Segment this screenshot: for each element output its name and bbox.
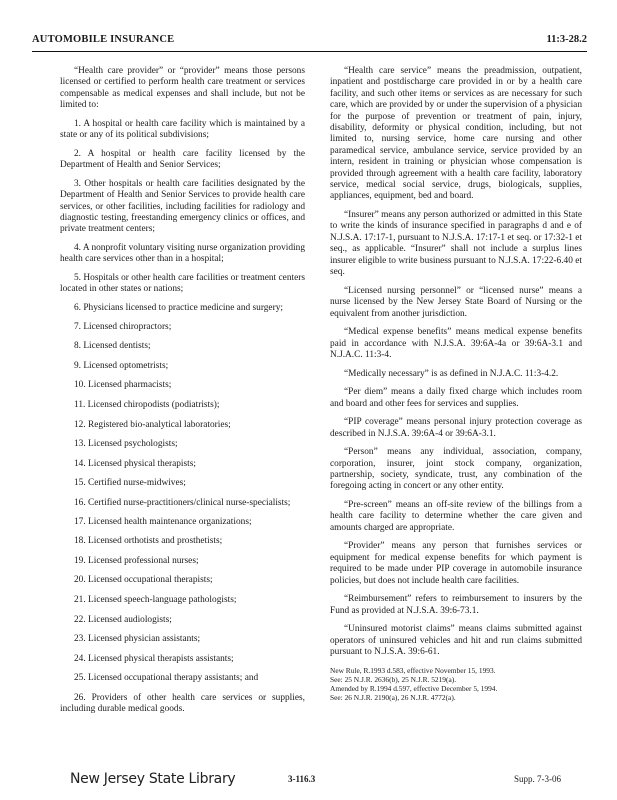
list-item: 9. Licensed optometrists; [74,360,169,371]
list-item: 16. Certified nurse-practitioners/clinical nurse-specialists; [74,497,291,508]
library-stamp: New Jersey State Library [70,771,236,787]
list-item: 4. A nonprofit voluntary visiting nurse organization providing health care services other than in a hospital; [60,243,305,265]
page-footer [0,773,617,793]
list-item: 26. Providers of other health care services or supplies, including durable medical goods. [60,692,305,715]
list-item: 23. Licensed physician assistants; [74,634,201,645]
list-item: 1. A hospital or health care facility which is maintained by a state or any of its political subdivisions; [60,118,305,141]
right-column [330,66,582,702]
rule-history-notes [330,666,582,703]
provider-definition: “Health care provider” or “provider” means those persons licensed or certified to perform health care treatment or services compensable as medical expenses and shall include, but not be limited to: [60,66,305,111]
list-item: 11. Licensed chiropodists (podiatrists); [74,400,220,410]
list-item: 3. Other hospitals or health care facilities designated by the Department of Health and Senior Services to provide health care services, or other facilities, including facilities for radiology and diagnostic testing, freestanding emergency clinics or offices, and private treatment centers; [60,178,305,235]
definition-paragraph: “Health care service” means the preadmission, outpatient, inpatient and postdischarge care provided in or by a health care facility, and such other items or services as are necessary for such care, which are provided by or under the supervision of a physician for the purpose of prevention or treatment of pain, injury, disability, deformity or physical condition, including, but not limited to, nursing service, home care nursing and other paramedical service, ambulance service, service provided by an intern, resident in training or physician whose compensation is provided through agreement with a health care facility, laboratory service, medical social service, drugs, biologicals, supplies, appliances, equipment, bed and board. [330,66,582,202]
header-title: AUTOMOBILE INSURANCE [32,34,175,45]
list-item: 10. Licensed pharmacists; [74,380,172,391]
list-item: 15. Certified nurse-midwives; [74,478,186,489]
header-section-number: 11:3-28.2 [546,34,587,45]
list-item: 22. Licensed audiologists; [74,614,172,625]
left-column [60,66,305,723]
history-line: New Rule, R.1993 d.583, effective November 15, 1993. [330,665,496,675]
list-item: 20. Licensed occupational therapists; [74,575,213,586]
definition-paragraph: “Pre-screen” means an off-site review of the billings from a health care facility to determine whether the care given and amounts charged are appropriate. [330,499,582,533]
list-item: 18. Licensed orthotists and prosthetists; [74,536,223,547]
history-line: See: 25 N.J.R. 2636(b), 25 N.J.R. 5219(a). [330,674,457,684]
definition-paragraph: “Provider” means any person that furnishes services or equipment for medical expense benefits for which payment is required to be made under PIP coverage in automobile insurance policies, but does not include health care facilities. [330,541,582,586]
list-item: 14. Licensed physical therapists; [74,458,196,469]
list-item: 21. Licensed speech-language pathologists; [74,594,237,605]
list-item: 7. Licensed chiropractors; [74,321,172,332]
list-item: 17. Licensed health maintenance organizations; [74,516,252,527]
list-item: 12. Registered bio-analytical laboratories; [74,419,231,430]
list-item: 6. Physicians licensed to practice medicine and surgery; [74,303,283,314]
list-item: 2. A hospital or health care facility licensed by the Department of Health and Senior Services; [60,148,305,171]
header-rule [32,51,587,52]
definition-paragraph: “Person” means any individual, association, company, corporation, insurer, joint stock company, organization, partnership, society, syndicate, trust, any combination of the foregoing acting in concert or any other entity. [330,447,582,492]
supplement-date: Supp. 7-3-06 [514,774,561,784]
definition-paragraph: “Licensed nursing personnel” or “licensed nurse” means a nurse licensed by the New Jersey State Board of Nursing or the equivalent from another jurisdiction. [330,285,582,319]
definition-paragraph: “Insurer” means any person authorized or admitted in this State to write the kinds of insurance specified in paragraphs d and e of N.J.S.A. 17:17-1, pursuant to N.J.S.A. 17:17-1 et seq. or 17:32-1 et seq., as applicable. “Insurer” shall not include a surplus lines insurer eligible to write business pursuant to N.J.S.A. 17:22-6.40 et seq. [330,210,582,278]
list-item: 24. Licensed physical therapists assistants; [74,653,234,664]
definition-paragraph: “Reimbursement” refers to reimbursement to insurers by the Fund as provided at N.J.S.A. 39:6-73.1. [330,594,582,616]
list-item: 5. Hospitals or other health care facilities or treatment centers located in other states or nations; [60,273,305,295]
page-number: 3-116.3 [288,774,316,784]
history-line: See: 26 N.J.R. 2190(a), 26 N.J.R. 4772(a). [330,693,456,703]
running-header [32,30,587,48]
list-item: 25. Licensed occupational therapy assistants; and [74,673,259,684]
definition-paragraph: “Uninsured motorist claims” means claims submitted against operators of uninsured vehicles and hit and run claims submitted pursuant to N.J.S.A. 39:6-61. [330,624,582,657]
definition-paragraph: “Medical expense benefits” means medical expense benefits paid in accordance with N.J.S.A. 39:6A-4a or 39:6A-3.1 and N.J.A.C. 11:3-4. [330,327,582,360]
list-item: 8. Licensed dentists; [74,341,151,352]
definition-paragraph: “Per diem” means a daily fixed charge which includes room and board and other fees for services and supplies. [330,387,582,409]
list-item: 19. Licensed professional nurses; [74,555,199,566]
definition-paragraph: “PIP coverage” means personal injury protection coverage as described in N.J.S.A. 39:6A-4 or 39:6A-3.1. [330,417,582,439]
definition-paragraph: “Medically necessary” is as defined in N.J.A.C. 11:3-4.2. [344,368,559,379]
history-line: Amended by R.1994 d.597, effective December 5, 1994. [330,683,498,693]
list-item: 13. Licensed psychologists; [74,439,178,450]
